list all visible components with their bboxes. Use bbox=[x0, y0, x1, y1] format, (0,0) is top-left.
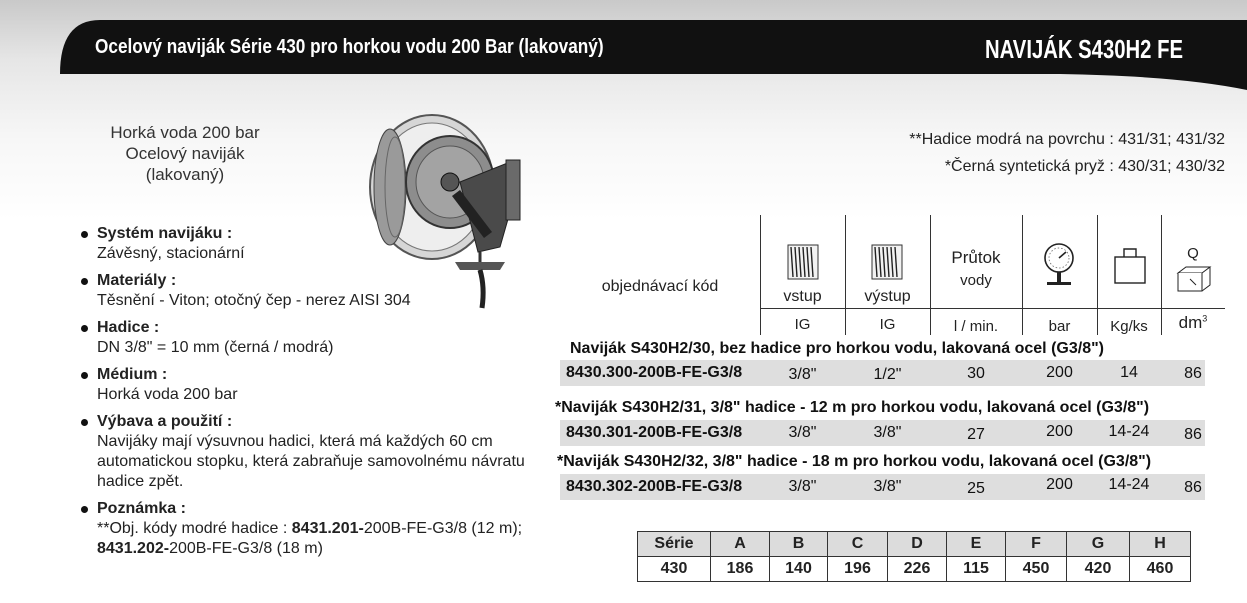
column-header-q: Q bbox=[1187, 245, 1199, 262]
hose-notes bbox=[909, 126, 1225, 180]
thread-icon bbox=[869, 243, 905, 281]
note-code-1: 8431.201- bbox=[291, 520, 364, 537]
note-code-1-rest: 200B-FE-G3/8 (12 m); bbox=[363, 520, 523, 537]
cell-flow: 27 bbox=[967, 426, 985, 443]
spec-item bbox=[80, 365, 580, 405]
weight-icon bbox=[1112, 245, 1148, 287]
row-title: *Naviják S430H2/32, 3/8" hadice - 18 m pro horkou vodu, lakovaná ocel (G3/8") bbox=[557, 453, 1152, 470]
dim-header: Série bbox=[638, 532, 711, 557]
unit-out: IG bbox=[879, 316, 896, 333]
cell-in: 3/8" bbox=[788, 424, 817, 441]
cell-out: 1/2" bbox=[873, 366, 902, 383]
spec-text: Těsnění - Viton; otočný čep - nerez AISI 304 bbox=[97, 292, 411, 309]
column-header-in: vstup bbox=[783, 288, 822, 305]
cell-volume: 86 bbox=[1184, 479, 1202, 496]
unit-volume-base: dm bbox=[1178, 313, 1203, 332]
spec-label: Médium : bbox=[97, 366, 168, 383]
cell-volume: 86 bbox=[1184, 426, 1202, 443]
dimensions-value-row bbox=[638, 557, 1191, 582]
cell-code: 8430.301-200B-FE-G3/8 bbox=[566, 424, 743, 441]
dim-header: F bbox=[1006, 532, 1067, 557]
column-header-flow: Průtok bbox=[951, 248, 1001, 267]
cell-code: 8430.300-200B-FE-G3/8 bbox=[566, 364, 743, 381]
dim-header: C bbox=[828, 532, 888, 557]
spec-label: Hadice : bbox=[97, 319, 160, 336]
dim-header: G bbox=[1067, 532, 1130, 557]
cell-weight: 14 bbox=[1120, 364, 1138, 381]
table-row bbox=[560, 474, 1205, 500]
cell-pressure: 200 bbox=[1046, 476, 1073, 493]
caption-line: (lakovaný) bbox=[145, 165, 225, 184]
dim-value: 450 bbox=[1006, 557, 1067, 582]
dimensions-table bbox=[637, 531, 1191, 582]
unit-volume bbox=[1161, 313, 1225, 333]
note-item bbox=[80, 499, 580, 559]
cell-out: 3/8" bbox=[873, 478, 902, 495]
spec-label: Materiály : bbox=[97, 272, 177, 289]
caption-line: Horká voda 200 bar bbox=[110, 123, 260, 142]
spec-text: Navijáky mají výsuvnou hadici, která má každých 60 cm automatickou stopku, která zabraňuje samovolnému návratu hadice zpět. bbox=[97, 433, 525, 490]
pressure-gauge-icon bbox=[1039, 241, 1079, 291]
unit-in: IG bbox=[794, 316, 811, 333]
spec-item bbox=[80, 412, 580, 492]
spec-list bbox=[80, 224, 580, 566]
product-code: NAVIJÁK S430H2 FE bbox=[985, 34, 1183, 64]
unit-volume-exp: 3 bbox=[1202, 313, 1208, 324]
column-divider bbox=[1097, 215, 1098, 335]
row-title: Naviják S430H2/30, bez hadice pro horkou vodu, lakovaná ocel (G3/8") bbox=[570, 340, 1104, 357]
column-header-code: objednávací kód bbox=[601, 278, 719, 295]
dim-header: H bbox=[1130, 532, 1191, 557]
note-label: Poznámka : bbox=[97, 500, 186, 517]
column-header-out: výstup bbox=[864, 288, 911, 305]
dim-value: 226 bbox=[888, 557, 947, 582]
cell-flow: 30 bbox=[967, 365, 985, 382]
product-caption bbox=[95, 122, 275, 185]
caption-line: Ocelový naviják bbox=[125, 144, 245, 163]
unit-flow: l / min. bbox=[953, 318, 999, 335]
cell-out: 3/8" bbox=[873, 424, 902, 441]
cell-in: 3/8" bbox=[788, 366, 817, 383]
table-row bbox=[560, 360, 1205, 386]
dim-header: E bbox=[947, 532, 1006, 557]
spec-item bbox=[80, 271, 580, 311]
note-text bbox=[97, 519, 580, 559]
dim-header: D bbox=[888, 532, 947, 557]
dim-value: 140 bbox=[770, 557, 828, 582]
cell-weight: 14-24 bbox=[1108, 476, 1150, 493]
note-code-2-rest: 200B-FE-G3/8 (18 m) bbox=[169, 540, 323, 557]
cell-flow: 25 bbox=[967, 480, 985, 497]
unit-pressure: bar bbox=[1048, 318, 1071, 335]
dim-header: A bbox=[711, 532, 770, 557]
note-black-hose: *Černá syntetická pryž : 430/31; 430/32 bbox=[944, 158, 1225, 175]
row-title: *Naviják S430H2/31, 3/8" hadice - 12 m pro horkou vodu, lakovaná ocel (G3/8") bbox=[555, 399, 1150, 416]
spec-text: Závěsný, stacionární bbox=[97, 245, 245, 262]
cell-pressure: 200 bbox=[1046, 423, 1073, 440]
cell-in: 3/8" bbox=[788, 478, 817, 495]
dim-header: B bbox=[770, 532, 828, 557]
dim-value: 196 bbox=[828, 557, 888, 582]
spec-item bbox=[80, 224, 580, 264]
table-row bbox=[560, 420, 1205, 446]
box-icon bbox=[1174, 263, 1214, 295]
unit-weight: Kg/ks bbox=[1110, 318, 1148, 335]
thread-icon bbox=[785, 243, 821, 281]
dim-value: 420 bbox=[1067, 557, 1130, 582]
column-divider bbox=[1022, 215, 1023, 335]
column-header-flow-sub: vody bbox=[960, 272, 992, 289]
banner-title: Ocelový naviják Série 430 pro horkou vodu 200 Bar (lakovaný) bbox=[95, 36, 604, 58]
spec-label: Výbava a použití : bbox=[97, 413, 233, 430]
spec-label: Systém navijáku : bbox=[97, 225, 233, 242]
cell-volume: 86 bbox=[1184, 365, 1202, 382]
dim-value: 460 bbox=[1130, 557, 1191, 582]
header-divider bbox=[760, 308, 1225, 309]
dim-value: 115 bbox=[947, 557, 1006, 582]
dimensions-header-row bbox=[638, 532, 1191, 557]
dim-value: 186 bbox=[711, 557, 770, 582]
cell-pressure: 200 bbox=[1046, 364, 1073, 381]
cell-weight: 14-24 bbox=[1108, 423, 1150, 440]
dim-value: 430 bbox=[638, 557, 711, 582]
spec-item bbox=[80, 318, 580, 358]
note-prefix: **Obj. kódy modré hadice : bbox=[97, 520, 292, 537]
note-blue-hose: **Hadice modrá na povrchu : 431/31; 431/32 bbox=[909, 131, 1225, 148]
spec-text: Horká voda 200 bar bbox=[97, 386, 238, 403]
spec-text: DN 3/8" = 10 mm (černá / modrá) bbox=[97, 339, 334, 356]
note-code-2: 8431.202- bbox=[97, 540, 170, 557]
cell-code: 8430.302-200B-FE-G3/8 bbox=[566, 478, 743, 495]
